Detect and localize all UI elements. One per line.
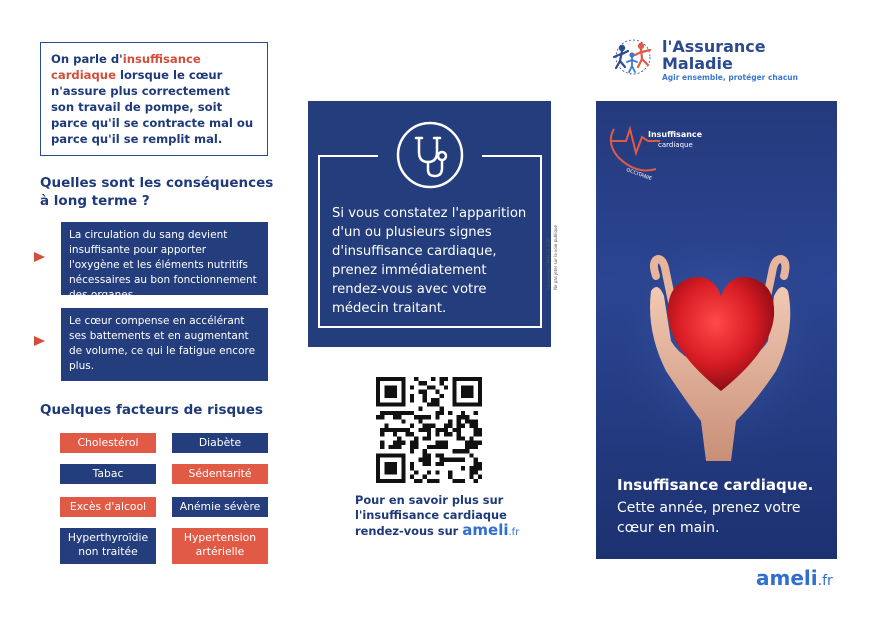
credit-text: Ne pas jeter sur la voie publique xyxy=(553,225,558,290)
frame-line xyxy=(540,155,542,327)
consequence-item: Le cœur compense en accélérant ses battements et en augmentant de volume, ce qui le fatigue encore plus. xyxy=(61,308,268,381)
arrow-icon xyxy=(34,252,45,262)
brand-title-line: Maladie xyxy=(662,54,733,73)
frame-line xyxy=(482,155,542,157)
badge-line2: cardiaque xyxy=(658,141,693,149)
risks-heading: Quelques facteurs de risques xyxy=(40,402,263,418)
frame-line xyxy=(318,155,320,327)
ameli-footer-tld: .fr xyxy=(817,573,833,589)
risk-tag: Cholestérol xyxy=(60,433,156,453)
ameli-footer-text: ameli xyxy=(756,566,818,590)
risk-tag: Sédentarité xyxy=(172,464,268,484)
poster-subtitle: Cette année, prenez votre cœur en main. xyxy=(617,500,801,536)
brand-title xyxy=(662,38,766,72)
definition-highlight: insuffisance cardiaque xyxy=(51,52,201,82)
badge-region: OCCITANIE xyxy=(625,167,653,183)
ameli-link-text: ameli xyxy=(462,521,509,539)
risk-tag: Diabète xyxy=(172,433,268,453)
advice-message: Si vous constatez l'apparition d'un ou plusieurs signes d'insuffisance cardiaque, prenez immédiatement rendez-vous avec votre médecin traitant. xyxy=(332,206,527,316)
frame-line xyxy=(318,326,542,328)
qr-caption xyxy=(355,493,535,540)
definition-box xyxy=(40,42,268,156)
ameli-link-tld: .fr xyxy=(508,527,520,538)
risk-tag: Hyperthyroïdie non traitée xyxy=(60,528,156,564)
credit-text: Conception CPAM 03 2025 xyxy=(546,237,551,290)
definition-text: lorsque le cœur n'assure plus correctement son travail de pompe, soit parce qu'il se contracte mal ou parce qu'il se remplit mal. xyxy=(51,68,254,146)
arrow-icon xyxy=(34,336,45,346)
brand-tagline: Agir ensemble, protéger chacun xyxy=(662,73,798,82)
consequences-heading: Quelles sont les conséquences à long terme ? xyxy=(40,175,274,209)
assurance-maladie-logo xyxy=(608,35,658,77)
ameli-link[interactable] xyxy=(462,521,519,539)
brand-title-line: l'Assurance xyxy=(662,37,766,56)
ameli-footer-logo[interactable] xyxy=(756,566,833,590)
risk-tag: Excès d'alcool xyxy=(60,497,156,517)
risk-tag: Hypertension artérielle xyxy=(172,528,268,564)
qr-caption-text: Pour en savoir plus sur l'insuffisance cardiaque rendez-vous sur xyxy=(355,493,507,538)
risk-tag: Anémie sévère xyxy=(172,497,268,517)
poster-title: Insuffisance cardiaque. xyxy=(617,476,814,494)
badge-line1: Insuffisance xyxy=(648,130,703,139)
risk-tag: Tabac xyxy=(60,464,156,484)
qr-code[interactable] xyxy=(376,377,482,483)
frame-line xyxy=(318,155,378,157)
stethoscope-icon xyxy=(395,120,465,190)
definition-prefix: On parle d' xyxy=(51,52,123,66)
consequence-item: La circulation du sang devient insuffisante pour apporter l'oxygène et les éléments nutritifs nécessaires au bon fonctionnement des organes. xyxy=(61,222,268,295)
